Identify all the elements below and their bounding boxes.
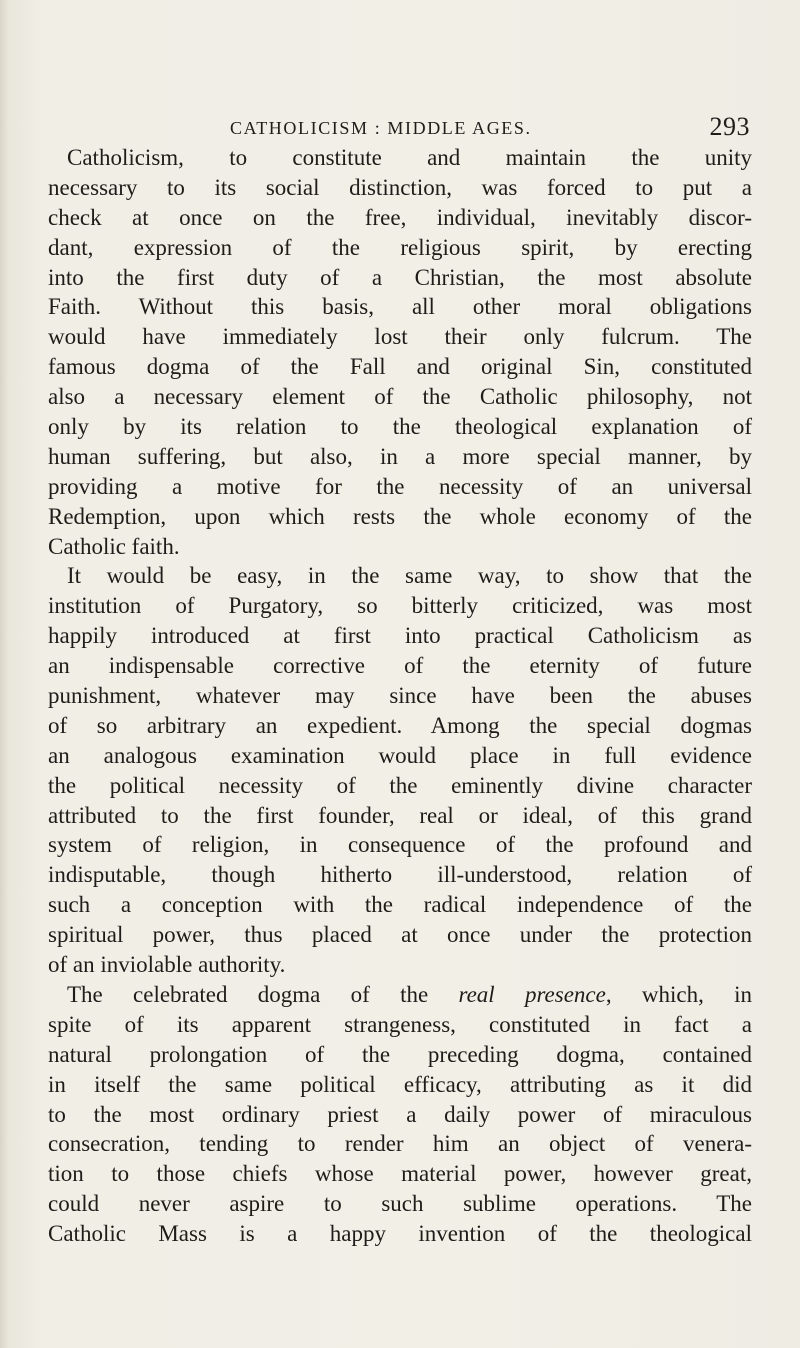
text-line: providing a motive for the necessity of an universal [48,473,752,499]
text-line: famous dogma of the Fall and original Sin, constituted [48,354,752,380]
text-line: institution of Purgatory, so bitterly criticized, was most [48,593,752,619]
text-line [48,980,752,1010]
text-line: attributed to the first founder, real or ideal, of this grand [48,802,752,828]
text-line: happily introduced at first into practical Catholicism as [48,623,752,649]
text-line: system of religion, in consequence of the profound and [48,832,752,858]
running-head: CATHOLICISM : MIDDLE AGES. [230,118,532,138]
text-segment: The celebrated dogma of the [67,981,459,1007]
text-line: spite of its apparent strangeness, constituted in fact a [48,1011,752,1037]
text-line: such a conception with the radical independence of the [48,892,752,918]
text-line: only by its relation to the theological explanation of [48,414,752,440]
text-line: check at once on the free, individual, inevitably discor- [48,204,752,230]
text-line: to the most ordinary priest a daily power of miraculous [48,1101,752,1127]
text-line: could never aspire to such sublime operations. The [48,1191,752,1217]
text-line: Catholicism, to constitute and maintain the unity [67,145,752,170]
text-line: an analogous examination would place in full evidence [48,742,752,768]
text-line: human suffering, but also, in a more special manner, by [48,443,752,469]
text-line: the political necessity of the eminently divine character [48,772,752,798]
text-line: dant, expression of the religious spirit, by erecting [48,234,752,260]
text-line: consecration, tending to render him an object of venera- [48,1131,752,1157]
text-line: in itself the same political efficacy, attributing as it did [48,1071,752,1097]
text-line: Catholic faith. [48,533,180,559]
text-line: of an inviolable authority. [48,952,286,978]
text-line: spiritual power, thus placed at once under the protection [48,922,752,948]
page-number: 293 [709,112,750,141]
body-text [48,143,752,1249]
text-line: It would be easy, in the same way, to show that the [67,563,752,589]
text-line: tion to those chiefs whose material power, however great, [48,1161,752,1187]
page-gutter-shadow [0,0,8,1348]
text-line: punishment, whatever may since have been the abuses [48,683,752,709]
text-line: natural prolongation of the preceding dogma, contained [48,1041,752,1067]
text-line: Catholic Mass is a happy invention of the theological [48,1221,752,1247]
text-line: into the first duty of a Christian, the most absolute [48,264,752,290]
text-line: would have immediately lost their only fulcrum. The [48,324,752,350]
text-line: also a necessary element of the Catholic philosophy, not [48,384,752,410]
text-line: indisputable, though hitherto ill-understood, relation of [48,862,752,888]
text-line: Faith. Without this basis, all other moral obligations [48,294,752,320]
italic-term: real presence [458,981,606,1007]
text-line: of so arbitrary an expedient. Among the special dogmas [48,712,752,738]
text-line: necessary to its social distinction, was forced to put a [48,174,752,200]
text-line: an indispensable corrective of the eternity of future [48,653,752,679]
text-line: Redemption, upon which rests the whole economy of the [48,503,752,529]
text-segment: , which, in [605,981,752,1007]
